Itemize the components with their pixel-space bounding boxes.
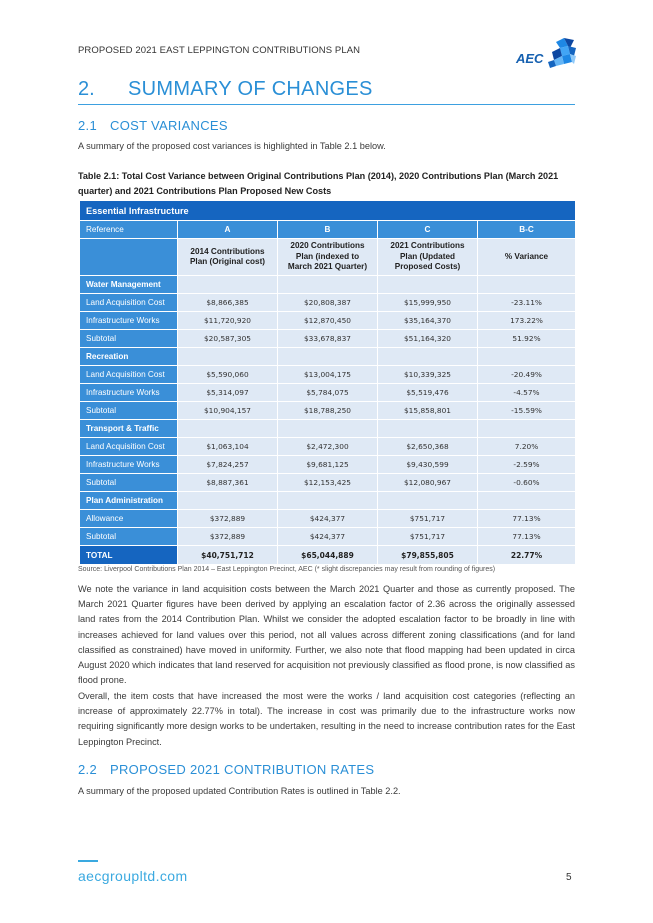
table-cell: $11,720,920: [178, 312, 278, 330]
section-title: COST VARIANCES: [110, 118, 228, 133]
group-empty-cell: [278, 276, 378, 294]
group-label: Plan Administration: [80, 492, 178, 510]
table-cell: $35,164,370: [378, 312, 478, 330]
table-row: [80, 402, 576, 420]
table-cell: $13,004,175: [278, 366, 378, 384]
section-intro: A summary of the proposed cost variances is highlighted in Table 2.1 below.: [78, 141, 386, 151]
group-empty-cell: [478, 348, 576, 366]
table-cell: $5,784,075: [278, 384, 378, 402]
table-cell: $51,164,320: [378, 330, 478, 348]
group-empty-cell: [278, 492, 378, 510]
section-heading-contribution-rates: [78, 762, 374, 777]
body-paragraph: We note the variance in land acquisition costs between the March 2021 Quarter and those as currently proposed. The March 2021 Quarter figures have been derived by applying an escalation factor of 2.36 across the originally assessed land rates from the 2014 Contribution Plan. Whilst we consider the adopted escalation factor to be broadly in line with increases achieved for land values over this period, not all values across different zoning classifications (and for land classified as constrained) have moved in uniformity. Further, we also note that flood mapping had been updated in circa August 2020 which indicates that land reserved for acquisition not previously classified as flood prone, is now classified as flood prone.: [78, 584, 575, 686]
table-row: [80, 330, 576, 348]
row-label: Infrastructure Works: [80, 456, 178, 474]
total-row: [80, 546, 576, 565]
group-empty-cell: [378, 348, 478, 366]
group-empty-cell: [178, 420, 278, 438]
row-label: Subtotal: [80, 474, 178, 492]
table-cell: -20.49%: [478, 366, 576, 384]
group-label: Recreation: [80, 348, 178, 366]
page-number: 5: [566, 872, 572, 883]
table-cell: $15,999,950: [378, 294, 478, 312]
table-cell: 77.13%: [478, 510, 576, 528]
group-row: [80, 276, 576, 294]
table-row: [80, 366, 576, 384]
row-label: Infrastructure Works: [80, 384, 178, 402]
section-heading-cost-variances: [78, 118, 228, 133]
reference-label: Reference: [80, 221, 178, 239]
table-cell: $372,889: [178, 528, 278, 546]
table-row: [80, 510, 576, 528]
table-cell: $2,650,368: [378, 438, 478, 456]
table-cell: $424,377: [278, 528, 378, 546]
section-number: 2.1: [78, 118, 97, 133]
reference-b: B: [278, 221, 378, 239]
total-cell: 22.77%: [478, 546, 576, 565]
chapter-title: SUMMARY OF CHANGES: [128, 78, 373, 100]
group-empty-cell: [378, 492, 478, 510]
table-cell: $2,472,300: [278, 438, 378, 456]
group-label: Transport & Traffic: [80, 420, 178, 438]
total-label: TOTAL: [80, 546, 178, 565]
column-header: % Variance: [478, 239, 576, 276]
row-label: Allowance: [80, 510, 178, 528]
group-empty-cell: [178, 348, 278, 366]
table-cell: $33,678,837: [278, 330, 378, 348]
group-empty-cell: [478, 276, 576, 294]
table-cell: -23.11%: [478, 294, 576, 312]
table-body: [80, 201, 576, 565]
table-row: [80, 294, 576, 312]
table-cell: $8,866,385: [178, 294, 278, 312]
table-cell: $9,681,125: [278, 456, 378, 474]
footer-website: aecgroupltd.com: [78, 868, 188, 884]
table-cell: $20,808,387: [278, 294, 378, 312]
group-label: Water Management: [80, 276, 178, 294]
table-cell: $1,063,104: [178, 438, 278, 456]
group-row: [80, 348, 576, 366]
group-empty-cell: [178, 492, 278, 510]
table-cell: $372,889: [178, 510, 278, 528]
reference-b-c: B-C: [478, 221, 576, 239]
table-cell: -2.59%: [478, 456, 576, 474]
table-cell: $751,717: [378, 528, 478, 546]
table-cell: $424,377: [278, 510, 378, 528]
table-row: [80, 312, 576, 330]
table-cell: $18,788,250: [278, 402, 378, 420]
table-cell: $10,904,157: [178, 402, 278, 420]
table-cell: -15.59%: [478, 402, 576, 420]
group-empty-cell: [478, 492, 576, 510]
group-row: [80, 420, 576, 438]
table-cell: $5,314,097: [178, 384, 278, 402]
aec-logo: [512, 38, 578, 68]
table-cell: $5,519,476: [378, 384, 478, 402]
group-empty-cell: [378, 420, 478, 438]
total-cell: $40,751,712: [178, 546, 278, 565]
total-cell: $65,044,889: [278, 546, 378, 565]
table-cell: -0.60%: [478, 474, 576, 492]
table-cell: $12,080,967: [378, 474, 478, 492]
table-cell: $12,153,425: [278, 474, 378, 492]
table-cell: $10,339,325: [378, 366, 478, 384]
row-label: Land Acquisition Cost: [80, 294, 178, 312]
row-label: Land Acquisition Cost: [80, 366, 178, 384]
group-empty-cell: [178, 276, 278, 294]
table-cell: $5,590,060: [178, 366, 278, 384]
reference-c: C: [378, 221, 478, 239]
table-heading: Essential Infrastructure: [80, 201, 576, 221]
table-cell: $8,887,361: [178, 474, 278, 492]
row-label: Land Acquisition Cost: [80, 438, 178, 456]
table-cell: 77.13%: [478, 528, 576, 546]
column-header-empty: [80, 239, 178, 276]
table-cell: 173.22%: [478, 312, 576, 330]
row-label: Subtotal: [80, 528, 178, 546]
group-empty-cell: [378, 276, 478, 294]
row-label: Subtotal: [80, 402, 178, 420]
column-header: 2020 Contributions Plan (indexed to March 2021 Quarter): [278, 239, 378, 276]
group-empty-cell: [478, 420, 576, 438]
running-header: PROPOSED 2021 EAST LEPPINGTON CONTRIBUTIONS PLAN: [78, 45, 361, 56]
row-label: Infrastructure Works: [80, 312, 178, 330]
column-header-row: [80, 239, 576, 276]
table-heading-row: [80, 201, 576, 221]
table-row: [80, 384, 576, 402]
section-intro: A summary of the proposed updated Contribution Rates is outlined in Table 2.2.: [78, 786, 401, 796]
cost-variance-table: [79, 200, 576, 565]
table-cell: $7,824,257: [178, 456, 278, 474]
table-caption: Table 2.1: Total Cost Variance between Original Contributions Plan (2014), 2020 Contributions Plan (March 2021 quarter) and 2021 Contributions Plan Proposed New Costs: [78, 171, 559, 196]
table-cell: $15,858,801: [378, 402, 478, 420]
chapter-number: 2.: [78, 78, 95, 100]
table-row: [80, 438, 576, 456]
table-cell: 51.92%: [478, 330, 576, 348]
reference-a: A: [178, 221, 278, 239]
column-header: 2021 Contributions Plan (Updated Proposed Costs): [378, 239, 478, 276]
table-row: [80, 456, 576, 474]
reference-row: [80, 221, 576, 239]
table-source: Source: Liverpool Contributions Plan 2014 – East Leppington Precinct, AEC (* slight discrepancies may result from rounding of figures): [78, 566, 496, 573]
table-cell: -4.57%: [478, 384, 576, 402]
group-row: [80, 492, 576, 510]
column-header: 2014 Contributions Plan (Original cost): [178, 239, 278, 276]
total-cell: $79,855,805: [378, 546, 478, 565]
chapter-heading: [78, 78, 575, 105]
row-label: Subtotal: [80, 330, 178, 348]
table-row: [80, 474, 576, 492]
group-empty-cell: [278, 420, 378, 438]
section-number: 2.2: [78, 762, 97, 777]
footer-divider: [78, 860, 98, 862]
section-title: PROPOSED 2021 CONTRIBUTION RATES: [110, 762, 375, 777]
group-empty-cell: [278, 348, 378, 366]
table-row: [80, 528, 576, 546]
table-cell: 7.20%: [478, 438, 576, 456]
body-paragraph: Overall, the item costs that have increased the most were the works / land acquisition cost categories (reflecting an increase of approximately 22.77% in total). The increase in cost was primarily due to the infrastructure works now requiring significantly more design works to be undertaken, resulting in the need to increase contribution rates for the East Leppington Precinct.: [78, 691, 575, 747]
logo-text: AEC: [516, 51, 544, 66]
table-cell: $20,587,305: [178, 330, 278, 348]
table-cell: $9,430,599: [378, 456, 478, 474]
table-cell: $12,870,450: [278, 312, 378, 330]
table-cell: $751,717: [378, 510, 478, 528]
